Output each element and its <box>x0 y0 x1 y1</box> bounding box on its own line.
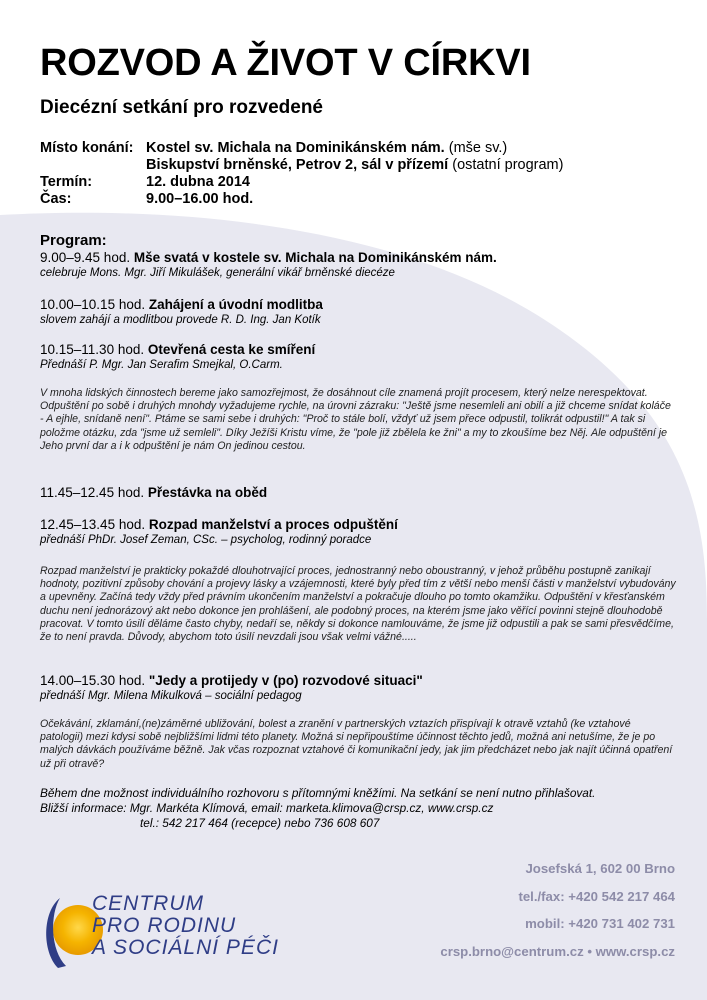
program-item-speaker: slovem zahájí a modlitbou provede R. D. Ing. Jan Kotík <box>40 314 321 326</box>
program-item-poisons <box>40 673 680 771</box>
contact-telfax: tel./fax: +420 542 217 464 <box>518 888 675 904</box>
program-heading: Program: <box>40 232 107 249</box>
program-item-lunch <box>40 485 680 501</box>
program-item-speaker: celebruje Mons. Mgr. Jiří Mikulášek, generální vikář brněnské diecéze <box>40 267 395 279</box>
contact-address: Josefská 1, 602 00 Brno <box>525 861 675 876</box>
time-value: 9.00–16.00 hod. <box>146 191 254 207</box>
program-item-title: 10.00–10.15 hod. Zahájení a úvodní modlitba <box>40 297 323 312</box>
page-title: ROZVOD A ŽIVOT V CÍRKVI <box>40 42 531 84</box>
place-value-2: Biskupství brněnské, Petrov 2, sál v přízemí (ostatní program) <box>146 157 564 173</box>
program-item-title: 12.45–13.45 hod. Rozpad manželství a proces odpuštění <box>40 517 398 532</box>
program-item-title: 11.45–12.45 hod. Přestávka na oběd <box>40 485 268 500</box>
page-subtitle: Diecézní setkání pro rozvedené <box>40 97 323 118</box>
term-row <box>40 174 680 191</box>
closing-line-2: Bližší informace: Mgr. Markéta Klímová, email: marketa.klimova@crsp.cz, www.crsp.cz <box>40 801 494 815</box>
program-item-title: 14.00–15.30 hod. "Jedy a protijedy v (po) rozvodové situaci" <box>40 673 423 688</box>
program-item-title: 10.15–11.30 hod. Otevřená cesta ke smíření <box>40 342 316 357</box>
term-label: Termín: <box>40 174 93 190</box>
place-row-2 <box>40 157 680 174</box>
program-item-divorce-forgiveness <box>40 517 680 644</box>
contact-web: crsp.brno@centrum.cz • www.crsp.cz <box>440 943 675 959</box>
closing-line-1: Během dne možnost individuálního rozhovoru s přítomnými kněžími. Na setkání se není nutno přihlašovat. <box>40 786 596 800</box>
place-row-1 <box>40 140 680 157</box>
time-label: Čas: <box>40 191 72 207</box>
program-item-title: 9.00–9.45 hod. Mše svatá v kostele sv. Michala na Dominikánském nám. <box>40 250 497 265</box>
term-value: 12. dubna 2014 <box>146 174 250 190</box>
contact-mobile: mobil: +420 731 402 731 <box>525 916 675 931</box>
logo-line-3: A SOCIÁLNÍ PÉČI <box>92 936 279 959</box>
program-item-reconciliation <box>40 342 680 453</box>
closing-info <box>40 786 680 831</box>
place-value-1: Kostel sv. Michala na Dominikánském nám. (mše sv.) <box>146 140 508 156</box>
logo-line-1: CENTRUM <box>92 892 204 915</box>
program-item-description: Očekávání, zklamání,(ne)záměrné ubližování, bolest a zranění v partnerských vztazích přispívají k otravě vztahů (ke vztahové patologii) mezi kdysi sobě nejbližšími lidmi této planety. Možná si nepřipouštíme účinnost těchto jedů, možná ani netušíme, že je po malých dávkách používáme běžně. Jak včas rozpoznat vztahové či komunikační jedy, jak jim předcházet nebo jak najít účinná opatření už při otravě? <box>40 718 673 770</box>
program-item-mass <box>40 250 680 281</box>
logo-wordmark <box>92 893 279 959</box>
program-item-speaker: přednáší Mgr. Milena Mikulková – sociální pedagog <box>40 690 302 702</box>
program-item-speaker: přednáší PhDr. Josef Zeman, CSc. – psycholog, rodinný poradce <box>40 534 372 546</box>
program-item-description: V mnoha lidských činnostech bereme jako samozřejmost, že dosáhnout cíle znamená projít procesem, který nelze nerespektovat. Odpuštění po sobě i druhých mnohdy vyžadujeme rychle, na úrovni zázraku: "Ještě jsme nesemleli ani obilí a již chceme snídat koláče - A ejhle, snídaně není". Ptáme se sami sebe i druhých: "Proč to stále bolí, vždyť už jsem přece odpustil, tolikrát odpustil!" A tak si položme otázku, zda "jsme už semleli". Díky Ježíši Kristu víme, že "pole již zbělela ke žni" a my to zkoušíme bez Něj. Ale odpuštění je Jeho první dar a i k odpuštění je nám On jedinou cestou. <box>40 387 671 452</box>
event-info <box>40 140 680 208</box>
contact-block <box>440 855 675 965</box>
closing-line-3: tel.: 542 217 464 (recepce) nebo 736 608 607 <box>140 816 380 830</box>
program-item-speaker: Přednáší P. Mgr. Jan Serafim Smejkal, O.Carm. <box>40 359 283 371</box>
logo-line-2: PRO RODINU <box>92 914 237 937</box>
program-item-opening <box>40 297 680 328</box>
time-row <box>40 191 680 208</box>
place-label: Místo konání: <box>40 140 134 156</box>
program-item-description: Rozpad manželství je prakticky pokaždé dlouhotrvající proces, jednostranný nebo oboustranný, v jehož průběhu postupně zanikají hodnoty, pozitivní způsoby chování a projevy lásky a vzájemnosti, které byly před tím z větší nebo menší části v manželství vybudovány a upevněny. Začíná tedy vždy před právním ukončením manželství a pokračuje dlouho po tomto okamžiku. Odpuštění v křesťanském duchu není jednorázový akt nebo dokonce jen prohlášení, ale podobný proces, na kterém jsme jako věřící povinni stejně dlouhodobě pracovat. V tomto úsilí děláme často chyby, nedaří se, někdy si dokonce namlouváme, že jsme již odpustili a pak se sami přesvědčíme, že to není pravda. Důvody, abychom toto úsilí nevzdali jsou však velmi vážné..... <box>40 565 676 644</box>
